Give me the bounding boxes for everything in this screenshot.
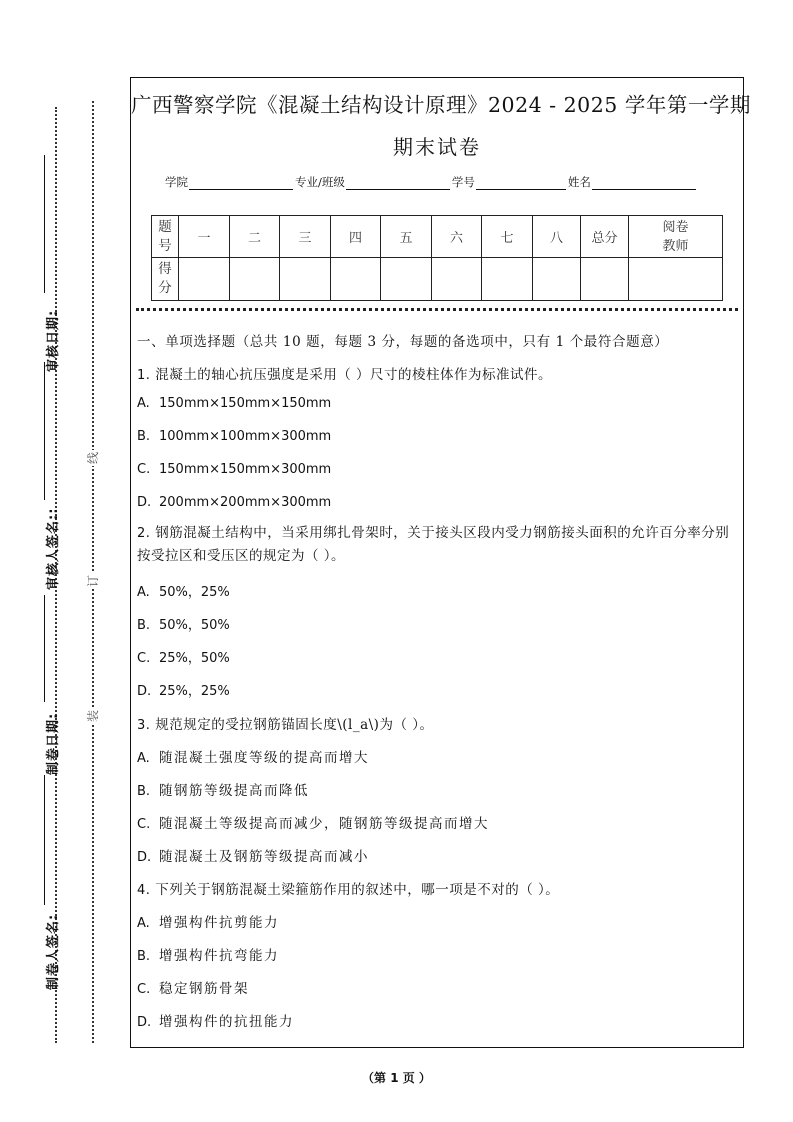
student-id-label: 学号 bbox=[451, 175, 475, 189]
option-1b[interactable]: B. 100mm×100mm×300mm bbox=[137, 429, 332, 444]
option-1c[interactable]: C. 150mm×150mm×300mm bbox=[137, 462, 332, 477]
question-number: 4. bbox=[137, 883, 151, 898]
question-text: 下列关于钢筋混凝土梁箍筋作用的叙述中，哪一项是不对的（ ）。 bbox=[155, 882, 560, 898]
question-4 bbox=[137, 878, 559, 898]
header-separator-dotted bbox=[136, 308, 738, 311]
major-class-label: 专业/班级 bbox=[295, 175, 345, 189]
option-2d[interactable]: D. 25%，25% bbox=[137, 684, 230, 699]
prepare-date-label: 制卷日期: bbox=[46, 712, 61, 775]
question-text: 钢筋混凝土结构中，当采用绑扎骨架时，关于接头区段内受力钢筋接头面积的允许百分率分别按受拉区和受压区的规定为（ ）。 bbox=[137, 525, 730, 564]
question-text: 规范规定的受拉钢筋锚固长度\(l_a\)为（ ）。 bbox=[155, 717, 434, 733]
option-2b[interactable]: B. 50%，50% bbox=[137, 618, 230, 633]
college-label: 学院 bbox=[165, 175, 188, 189]
preparer-signature-label: 制卷人签名: bbox=[46, 913, 61, 990]
name-field[interactable] bbox=[592, 177, 696, 190]
review-date-label: 审核日期: bbox=[46, 309, 61, 372]
score-cell-2[interactable] bbox=[230, 258, 280, 301]
score-cell-6[interactable] bbox=[432, 258, 482, 301]
binding-mark-line: 线 bbox=[86, 452, 100, 465]
option-1a[interactable]: A. 150mm×150mm×150mm bbox=[137, 396, 332, 411]
question-number-header: 题号 bbox=[152, 216, 179, 258]
col-header-total: 总分 bbox=[581, 216, 629, 258]
major-class-field[interactable] bbox=[346, 177, 450, 190]
prepare-date-blank bbox=[44, 595, 45, 702]
score-table bbox=[151, 215, 723, 301]
score-cell-5[interactable] bbox=[381, 258, 432, 301]
student-id-field[interactable] bbox=[476, 177, 566, 190]
option-3d[interactable]: D. 随混凝土及钢筋等级提高而减小 bbox=[137, 849, 369, 865]
name-label: 姓名 bbox=[567, 175, 591, 189]
score-row bbox=[152, 258, 723, 301]
score-cell-grader[interactable] bbox=[629, 258, 723, 301]
question-number-row bbox=[152, 216, 723, 258]
option-4c[interactable]: C. 稳定钢筋骨架 bbox=[137, 981, 249, 997]
preparer-signature-blank bbox=[44, 775, 45, 905]
col-header-7: 七 bbox=[482, 216, 533, 258]
col-header-6: 六 bbox=[432, 216, 482, 258]
question-2 bbox=[137, 522, 737, 567]
score-cell-total[interactable] bbox=[581, 258, 629, 301]
col-header-4: 四 bbox=[331, 216, 381, 258]
option-2c[interactable]: C. 25%，50% bbox=[137, 651, 230, 666]
binding-mark-bind: 装 bbox=[86, 710, 100, 723]
reviewer-signature-blank bbox=[44, 362, 45, 500]
exam-title: 广西警察学院《混凝土结构设计原理》2024 - 2025 学年第一学期 bbox=[131, 93, 751, 117]
option-4b[interactable]: B. 增强构件抗弯能力 bbox=[137, 948, 279, 964]
option-4d[interactable]: D. 增强构件的抗扭能力 bbox=[137, 1014, 294, 1030]
question-number: 2. bbox=[137, 526, 151, 541]
score-cell-8[interactable] bbox=[533, 258, 581, 301]
question-number: 3. bbox=[137, 718, 151, 733]
option-3b[interactable]: B. 随钢筋等级提高而降低 bbox=[137, 783, 309, 799]
question-text: 混凝土的轴心抗压强度是采用（ ）尺寸的棱柱体作为标准试件。 bbox=[155, 367, 552, 383]
col-header-grader: 阅卷教师 bbox=[629, 216, 723, 258]
exam-paper-frame bbox=[130, 77, 751, 1048]
option-3a[interactable]: A. 随混凝土强度等级的提高而增大 bbox=[137, 750, 369, 766]
binding-mark-staple: 订 bbox=[86, 575, 100, 588]
option-2a[interactable]: A. 50%，25% bbox=[137, 585, 230, 600]
option-1d[interactable]: D. 200mm×200mm×300mm bbox=[137, 495, 332, 510]
option-4a[interactable]: A. 增强构件抗剪能力 bbox=[137, 915, 279, 931]
score-cell-4[interactable] bbox=[331, 258, 381, 301]
col-header-3: 三 bbox=[280, 216, 331, 258]
question-1 bbox=[137, 363, 552, 383]
cut-dotted-line-outer bbox=[92, 101, 94, 1043]
col-header-8: 八 bbox=[533, 216, 581, 258]
section-title: 一、单项选择题（总共 10 题，每题 3 分，每题的备选项中，只有 1 个最符合题意） bbox=[137, 334, 669, 350]
question-3 bbox=[137, 713, 434, 733]
review-date-blank bbox=[44, 155, 45, 293]
exam-subtitle: 期末试卷 bbox=[393, 135, 481, 159]
score-cell-7[interactable] bbox=[482, 258, 533, 301]
student-info-fields bbox=[165, 174, 698, 190]
college-field[interactable] bbox=[189, 177, 293, 190]
col-header-1: 一 bbox=[179, 216, 230, 258]
reviewer-signature-label: 审核人签名:: bbox=[46, 507, 61, 590]
score-row-header: 得分 bbox=[152, 258, 179, 301]
score-cell-3[interactable] bbox=[280, 258, 331, 301]
question-number: 1. bbox=[137, 368, 151, 383]
option-3c[interactable]: C. 随混凝土等级提高而减少，随钢筋等级提高而增大 bbox=[137, 816, 489, 832]
col-header-5: 五 bbox=[381, 216, 432, 258]
col-header-2: 二 bbox=[230, 216, 280, 258]
page-number: （第 1 页 ） bbox=[362, 1071, 431, 1085]
score-cell-1[interactable] bbox=[179, 258, 230, 301]
